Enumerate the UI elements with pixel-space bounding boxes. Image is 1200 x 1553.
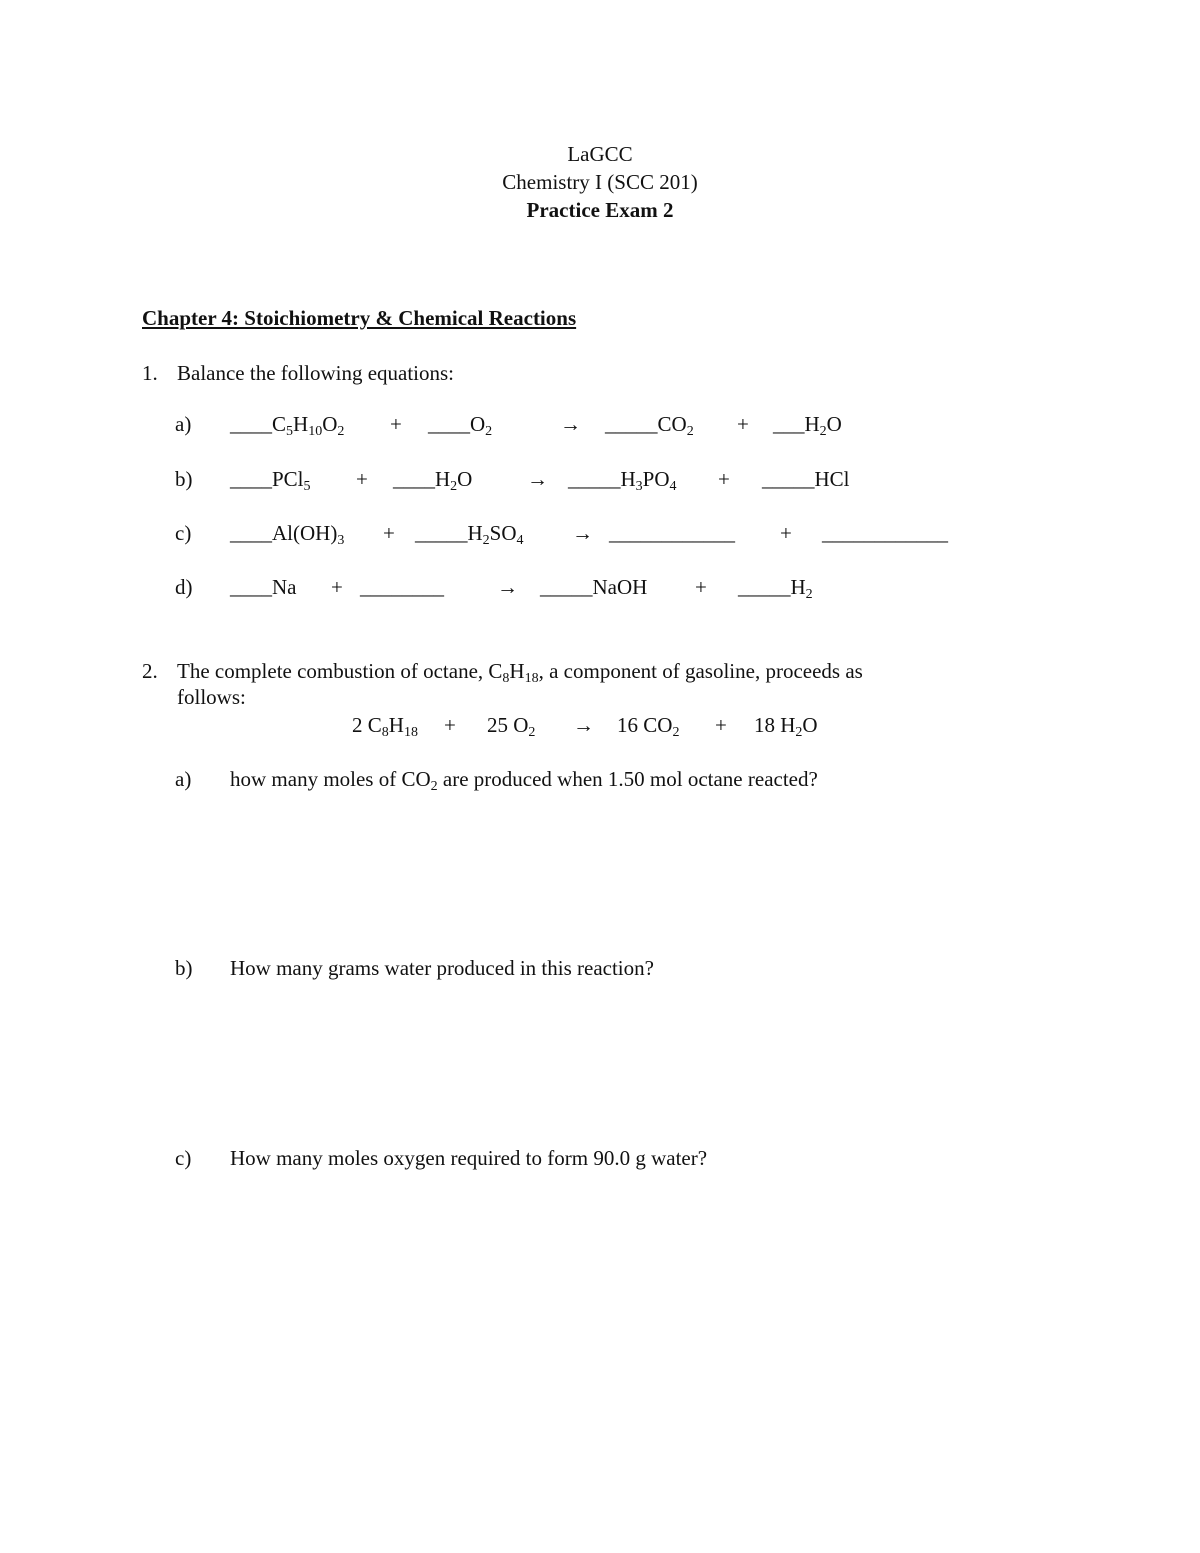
plus-sign: + bbox=[737, 412, 749, 436]
chemical-formula: $C_5H_{10}O_2$ bbox=[272, 412, 345, 439]
coefficient-blank: ____ bbox=[230, 575, 272, 599]
reaction-arrow-icon: → bbox=[573, 713, 594, 737]
reaction-arrow-icon: → bbox=[560, 412, 581, 436]
chemical-formula: PCl$_5$ bbox=[272, 467, 311, 494]
chemical-formula: $H_3PO_4$ bbox=[620, 467, 677, 494]
equation-term bbox=[609, 521, 735, 546]
reaction-species: 2 $C_8H_{18}$ bbox=[352, 713, 418, 740]
subquestion-label: a) bbox=[175, 767, 192, 791]
reaction-species: 25 $O_2$ bbox=[487, 713, 536, 740]
chemical-formula: $H_2O$ bbox=[804, 412, 842, 439]
chemical-formula: NaOH bbox=[592, 575, 648, 599]
equation-term bbox=[605, 412, 694, 437]
q1-prompt: Balance the following equations: bbox=[177, 361, 455, 385]
coefficient-blank: _____ bbox=[738, 575, 791, 599]
equation-label: c) bbox=[175, 521, 192, 545]
equation-term bbox=[762, 467, 850, 492]
reaction-species: 16 $CO_2$ bbox=[617, 713, 680, 740]
q2-number: 2. bbox=[142, 659, 158, 683]
equation-term bbox=[230, 467, 311, 492]
coefficient-blank: ____ bbox=[230, 521, 272, 545]
chemical-formula: Na bbox=[272, 575, 297, 599]
plus-sign: + bbox=[383, 521, 395, 545]
q2-text-line1: The complete combustion of octane, $C_8H_{18}$, a component of gasoline, proceeds as bbox=[177, 659, 863, 686]
plus-sign: + bbox=[715, 713, 727, 737]
plus-sign: + bbox=[331, 575, 343, 599]
reaction-species: 18 $H_2O$ bbox=[754, 713, 818, 740]
coefficient-blank: ____ bbox=[230, 467, 272, 491]
coefficient-blank: ____________ bbox=[822, 521, 948, 545]
chemical-formula: $O_2$ bbox=[470, 412, 493, 439]
equation-term bbox=[360, 575, 444, 600]
subquestion-text: How many moles oxygen required to form 90.0 g water? bbox=[230, 1146, 708, 1170]
q2-text-line2: follows: bbox=[177, 685, 246, 709]
equation-term bbox=[568, 467, 677, 492]
subquestion-label: c) bbox=[175, 1146, 192, 1170]
coefficient-blank: _____ bbox=[568, 467, 621, 491]
exam-title: Practice Exam 2 bbox=[526, 198, 674, 222]
equation-term bbox=[540, 575, 647, 600]
coefficient-blank: ___ bbox=[773, 412, 805, 436]
equation-term bbox=[393, 467, 472, 492]
coefficient-blank: _____ bbox=[415, 521, 468, 545]
coefficient-blank: ____ bbox=[230, 412, 272, 436]
equation-label: d) bbox=[175, 575, 193, 599]
plus-sign: + bbox=[356, 467, 368, 491]
chemical-formula: $H_2$ bbox=[790, 575, 813, 602]
plus-sign: + bbox=[780, 521, 792, 545]
reaction-arrow-icon: → bbox=[527, 467, 548, 491]
equation-term bbox=[738, 575, 813, 600]
school-name: LaGCC bbox=[567, 142, 633, 166]
coefficient-blank: _____ bbox=[605, 412, 658, 436]
equation-label: b) bbox=[175, 467, 193, 491]
chemical-formula: $CO_2$ bbox=[657, 412, 694, 439]
chemical-formula: HCl bbox=[814, 467, 850, 491]
coefficient-blank: ____ bbox=[428, 412, 470, 436]
equation-term bbox=[230, 575, 297, 600]
coefficient-blank: _____ bbox=[762, 467, 815, 491]
equation-term bbox=[230, 521, 344, 546]
subquestion-text: how many moles of $CO_2$ are produced when 1.50 mol octane reacted? bbox=[230, 767, 818, 794]
course-title: Chemistry I (SCC 201) bbox=[502, 170, 698, 194]
plus-sign: + bbox=[444, 713, 456, 737]
coefficient-blank: ____ bbox=[393, 467, 435, 491]
equation-term bbox=[415, 521, 524, 546]
chemical-formula: $H_2O$ bbox=[435, 467, 473, 494]
chemical-formula: $Al(OH)_3$ bbox=[272, 521, 345, 548]
chemical-formula: $H_2SO_4$ bbox=[467, 521, 524, 548]
equation-term bbox=[773, 412, 842, 437]
coefficient-blank: ________ bbox=[360, 575, 444, 599]
equation-term bbox=[230, 412, 344, 437]
plus-sign: + bbox=[390, 412, 402, 436]
chapter-heading: Chapter 4: Stoichiometry & Chemical Reactions bbox=[142, 306, 577, 330]
equation-term bbox=[822, 521, 948, 546]
equation-label: a) bbox=[175, 412, 192, 436]
plus-sign: + bbox=[695, 575, 707, 599]
reaction-arrow-icon: → bbox=[497, 575, 518, 599]
coefficient-blank: ____________ bbox=[609, 521, 735, 545]
subquestion-text: How many grams water produced in this reaction? bbox=[230, 956, 654, 980]
q1-number: 1. bbox=[142, 361, 158, 385]
reaction-arrow-icon: → bbox=[572, 521, 593, 545]
subquestion-label: b) bbox=[175, 956, 193, 980]
equation-term bbox=[428, 412, 492, 437]
coefficient-blank: _____ bbox=[540, 575, 593, 599]
plus-sign: + bbox=[718, 467, 730, 491]
